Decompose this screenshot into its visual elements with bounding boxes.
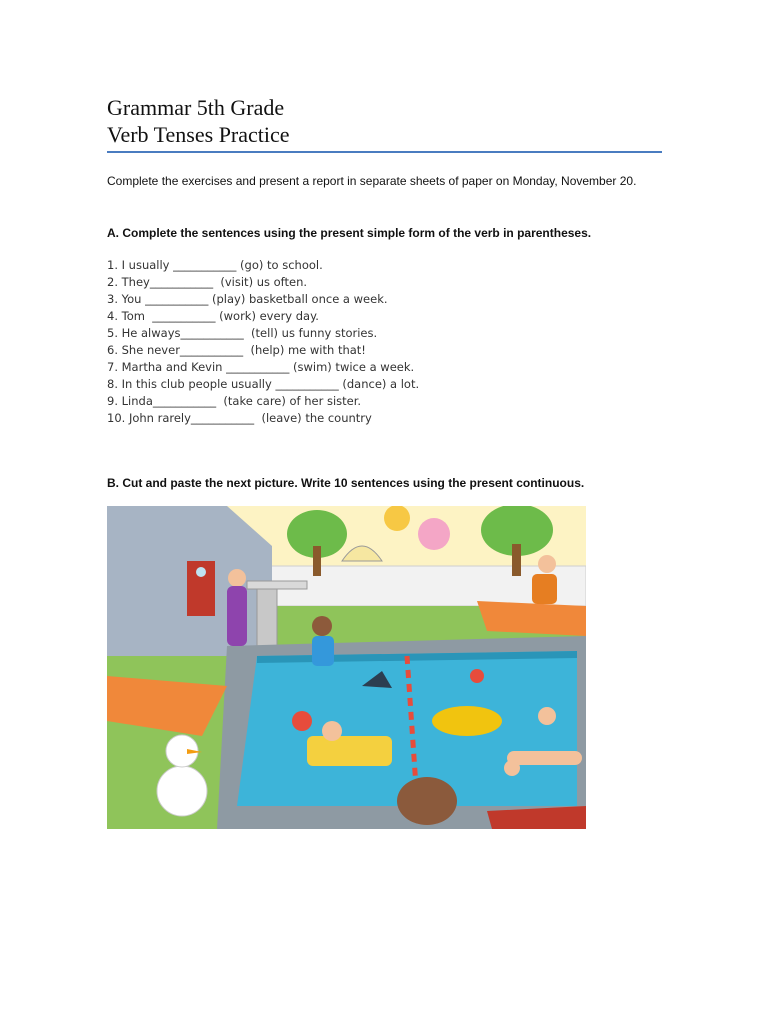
person bbox=[228, 569, 246, 587]
title-divider bbox=[107, 151, 662, 153]
person bbox=[538, 555, 556, 573]
exercise-item: 8. In this club people usually ___________ (dance) a lot. bbox=[107, 377, 420, 391]
sun-icon bbox=[384, 506, 410, 531]
exercise-list bbox=[107, 257, 419, 427]
pool-party-illustration bbox=[107, 506, 586, 829]
person bbox=[538, 707, 556, 725]
section-b-heading: B. Cut and paste the next picture. Write 10 sentences using the present continuous. bbox=[107, 476, 585, 490]
instructions-paragraph: Complete the exercises and present a report in separate sheets of paper on Monday, November 20. bbox=[107, 174, 637, 188]
octopus bbox=[418, 518, 450, 550]
exercise-item: 3. You ___________ (play) basketball once a week. bbox=[107, 292, 388, 306]
diving-board bbox=[247, 581, 307, 589]
submarine bbox=[432, 706, 502, 736]
page-title bbox=[107, 94, 290, 148]
beach-towel bbox=[477, 601, 586, 636]
title-line-2: Verb Tenses Practice bbox=[107, 122, 290, 147]
person bbox=[312, 616, 332, 636]
exercise-item: 1. I usually ___________ (go) to school. bbox=[107, 258, 323, 272]
section-a-heading: A. Complete the sentences using the present simple form of the verb in parentheses. bbox=[107, 226, 592, 240]
exercise-item: 4. Tom ___________ (work) every day. bbox=[107, 309, 319, 323]
exercise-item: 6. She never___________ (help) me with that! bbox=[107, 343, 366, 357]
pool-float bbox=[307, 736, 392, 766]
title-line-1: Grammar 5th Grade bbox=[107, 95, 285, 120]
exercise-item: 5. He always___________ (tell) us funny stories. bbox=[107, 326, 378, 340]
exercise-item: 10. John rarely___________ (leave) the country bbox=[107, 411, 372, 425]
beach-ball bbox=[292, 711, 312, 731]
exercise-item: 9. Linda___________ (take care) of her sister. bbox=[107, 394, 362, 408]
walrus bbox=[397, 777, 457, 825]
snowman bbox=[157, 766, 207, 816]
exercise-item: 2. They___________ (visit) us often. bbox=[107, 275, 308, 289]
exercise-item: 7. Martha and Kevin ___________ (swim) twice a week. bbox=[107, 360, 415, 374]
